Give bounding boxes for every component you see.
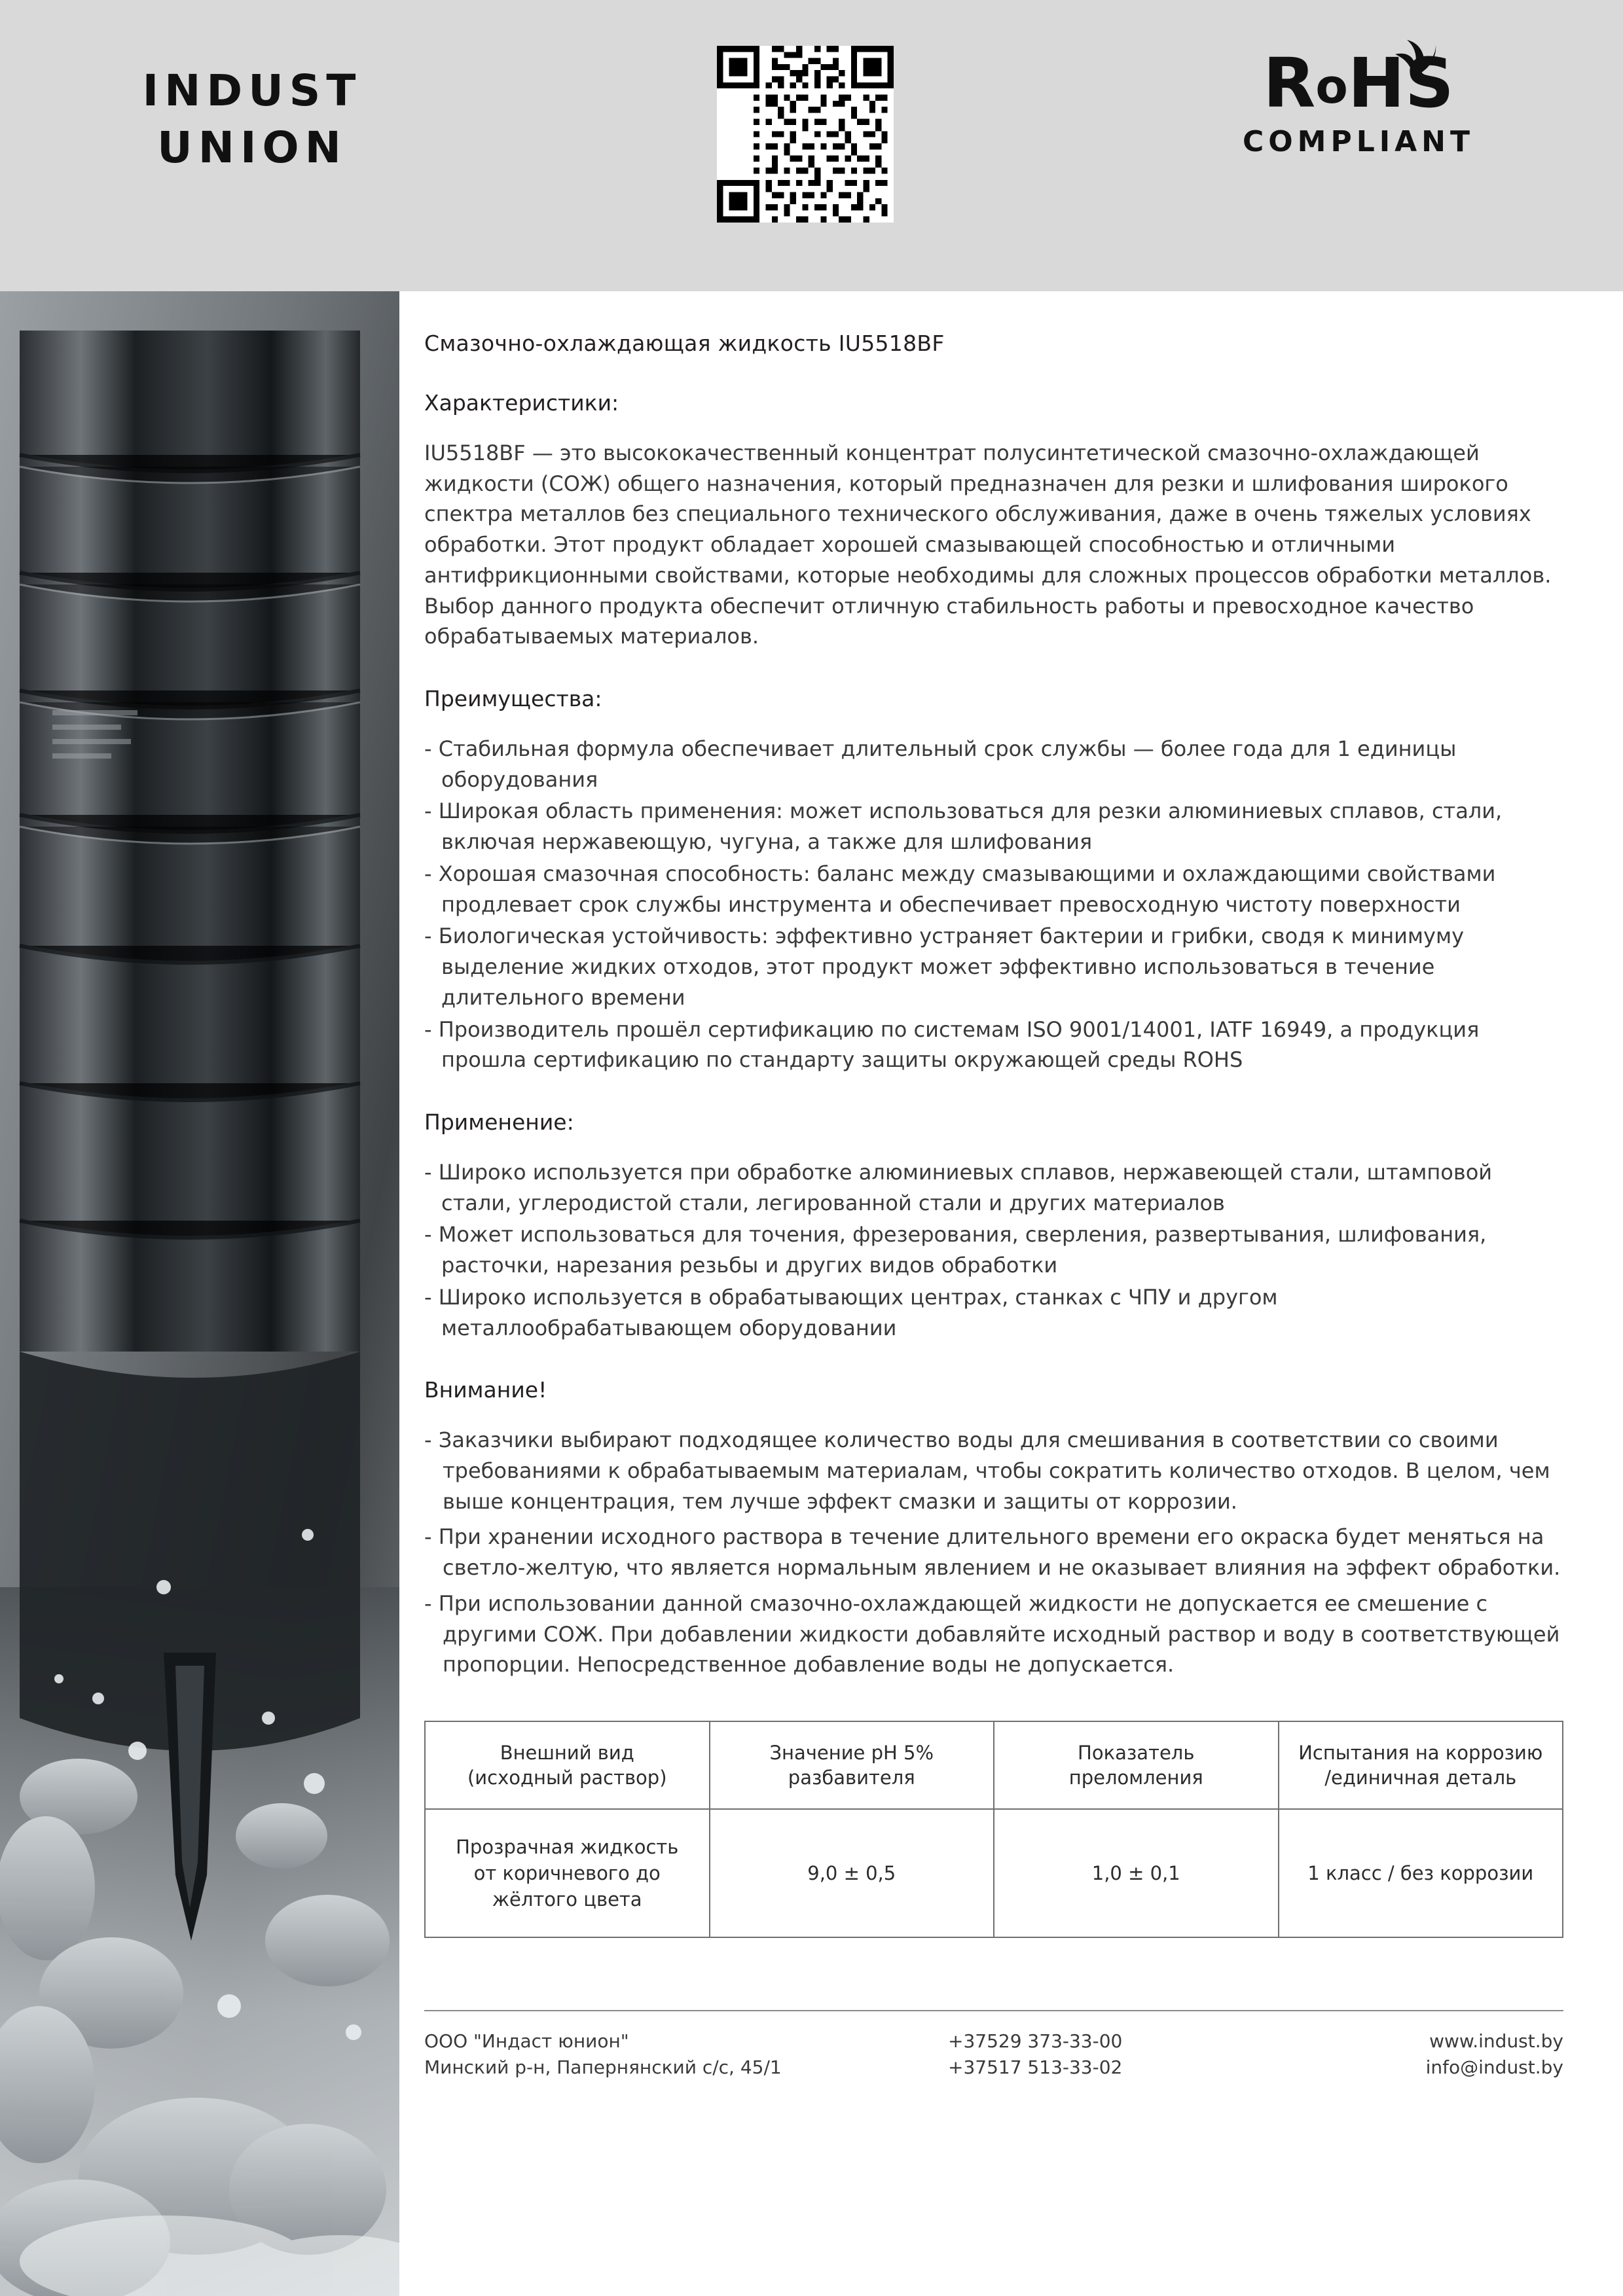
footer-phone-1[interactable]: +37529 373-33-00 xyxy=(948,2030,1123,2052)
header-line: разбавителя xyxy=(788,1767,915,1789)
rohs-letters-hs: HS xyxy=(1347,43,1454,123)
cell-line: от коричневого до xyxy=(473,1861,661,1884)
company-logo xyxy=(69,62,435,176)
header-line: преломления xyxy=(1068,1767,1203,1789)
table-row xyxy=(425,1809,1563,1937)
page-title: Смазочно-охлаждающая жидкость IU5518BF xyxy=(424,331,945,356)
list-item: - Биологическая устойчивость: эффективно устраняет бактерии и грибки, сводя к минимуму выделение жидких отходов, этот продукт может эффективно использоваться в течение длительного времени xyxy=(424,924,1465,1010)
leaf-icon xyxy=(1391,19,1437,57)
cell-corrosion: 1 класс / без коррозии xyxy=(1279,1809,1563,1937)
rohs-letter-o: o xyxy=(1315,59,1348,114)
rohs-letter-r: R xyxy=(1263,43,1316,123)
list-item: - Широко используется при обработке алюминиевых сплавов, нержавеющей стали, штамповой стали, углеродистой стали, легированной стали и других материалов xyxy=(424,1159,1493,1215)
rohs-wordmark xyxy=(1263,43,1454,123)
list-item: - Может использоваться для точения, фрезерования, сверления, развертывания, шлифования, расточки, нарезания резьбы и других видов обработки xyxy=(424,1222,1487,1278)
footer-phone-2[interactable]: +37517 513-33-02 xyxy=(948,2056,1123,2078)
list-item: - Широкая область применения: может использоваться для резки алюминиевых сплавов, стали, включая нержавеющую, чугуна, а также для шлифования xyxy=(424,798,1503,855)
cell-appearance xyxy=(425,1809,710,1937)
page-footer xyxy=(424,2028,1563,2081)
section-heading-advantages: Преимущества: xyxy=(424,686,602,712)
table-header-refraction xyxy=(994,1721,1279,1809)
table-header-ph xyxy=(710,1721,994,1809)
page-header xyxy=(0,0,1623,291)
list-item: - Стабильная формула обеспечивает длительный срок службы — более года для 1 единицы оборудования xyxy=(424,736,1457,792)
cell-line: жёлтого цвета xyxy=(492,1888,642,1910)
logo-line-1: INDUST xyxy=(142,65,362,116)
footer-website[interactable]: www.indust.by xyxy=(1429,2030,1563,2052)
attention-list xyxy=(424,1425,1563,1680)
characteristics-paragraph: IU5518BF — это высококачественный концентрат полусинтетической смазочно-охлаждающей жидкости (СОЖ) общего назначения, который предназначен для резки и шлифования широкого спектра металлов без специального технического обслуживания, даже в очень тяжелых условиях обработки. Этот продукт обладает хорошей смазывающей способностью и отличными антифрикционными свойствами, которые необходимы для сложных процессов обработки металлов. Выбор данного продукта обеспечит отличную стабильность работы и превосходное качество обрабатываемых материалов. xyxy=(424,440,1552,649)
advantages-list xyxy=(424,734,1563,1075)
application-list xyxy=(424,1157,1563,1343)
rohs-compliant-badge xyxy=(1214,43,1503,158)
cell-ph: 9,0 ± 0,5 xyxy=(710,1809,994,1937)
section-heading-characteristics: Характеристики: xyxy=(424,390,619,416)
header-line: Испытания на коррозию xyxy=(1298,1741,1543,1764)
footer-email[interactable]: info@indust.by xyxy=(1425,2056,1563,2078)
cell-refraction: 1,0 ± 0,1 xyxy=(994,1809,1279,1937)
header-line: Значение pH 5% xyxy=(769,1741,934,1764)
logo-line-2: UNION xyxy=(157,122,347,173)
section-heading-application: Применение: xyxy=(424,1109,574,1135)
document-content xyxy=(424,291,1563,2081)
list-item: - Производитель прошёл сертификацию по системам ISO 9001/14001, IATF 16949, а продукция прошла сертификацию по стандарту защиты окружающей среды ROHS xyxy=(424,1016,1480,1073)
footer-divider xyxy=(424,2010,1563,2011)
header-line: /единичная деталь xyxy=(1324,1767,1517,1789)
footer-address: Минский р-н, Папернянский с/с, 45/1 xyxy=(424,2056,782,2078)
table-header-appearance xyxy=(425,1721,710,1809)
specifications-table xyxy=(424,1721,1563,1938)
qr-code-icon xyxy=(717,46,894,223)
list-item: - При использовании данной смазочно-охлаждающей жидкости не допускается ее смешение с другими СОЖ. При добавлении жидкости добавляйте исходный раствор и воду в соответствующей пропорции. Непосредственное добавление воды не допускается. xyxy=(424,1590,1560,1677)
cell-line: Прозрачная жидкость xyxy=(456,1835,679,1858)
list-item: - Заказчики выбирают подходящее количество воды для смешивания в соответствии со своими требованиями к обрабатываемым материалам, чтобы сократить количество отходов. В целом, чем выше концентрация, тем лучше эффект смазки и защиты от коррозии. xyxy=(424,1427,1550,1514)
product-photo xyxy=(0,291,399,2296)
section-heading-attention: Внимание! xyxy=(424,1377,547,1403)
header-line: (исходный раствор) xyxy=(467,1767,667,1789)
table-header-corrosion xyxy=(1279,1721,1563,1809)
list-item: - Хорошая смазочная способность: баланс между смазывающими и охлаждающими свойствами продлевает срок службы инструмента и обеспечивает превосходную чистоту поверхности xyxy=(424,861,1496,917)
footer-company-block xyxy=(424,2028,948,2081)
header-line: Показатель xyxy=(1078,1741,1195,1764)
header-line: Внешний вид xyxy=(500,1741,634,1764)
footer-web-block xyxy=(1288,2028,1563,2081)
footer-company-name: ООО "Индаст юнион" xyxy=(424,2030,629,2052)
list-item: - Широко используется в обрабатывающих центрах, станках с ЧПУ и другом металлообрабатывающем оборудовании xyxy=(424,1284,1278,1340)
list-item: - При хранении исходного раствора в течение длительного времени его окраска будет меняться на светло-желтую, что является нормальным явлением и не оказывает влияния на эффект обработки. xyxy=(424,1524,1561,1581)
table-header-row xyxy=(425,1721,1563,1809)
rohs-compliant-label: COMPLIANT xyxy=(1242,125,1475,158)
footer-phone-block xyxy=(948,2028,1288,2081)
